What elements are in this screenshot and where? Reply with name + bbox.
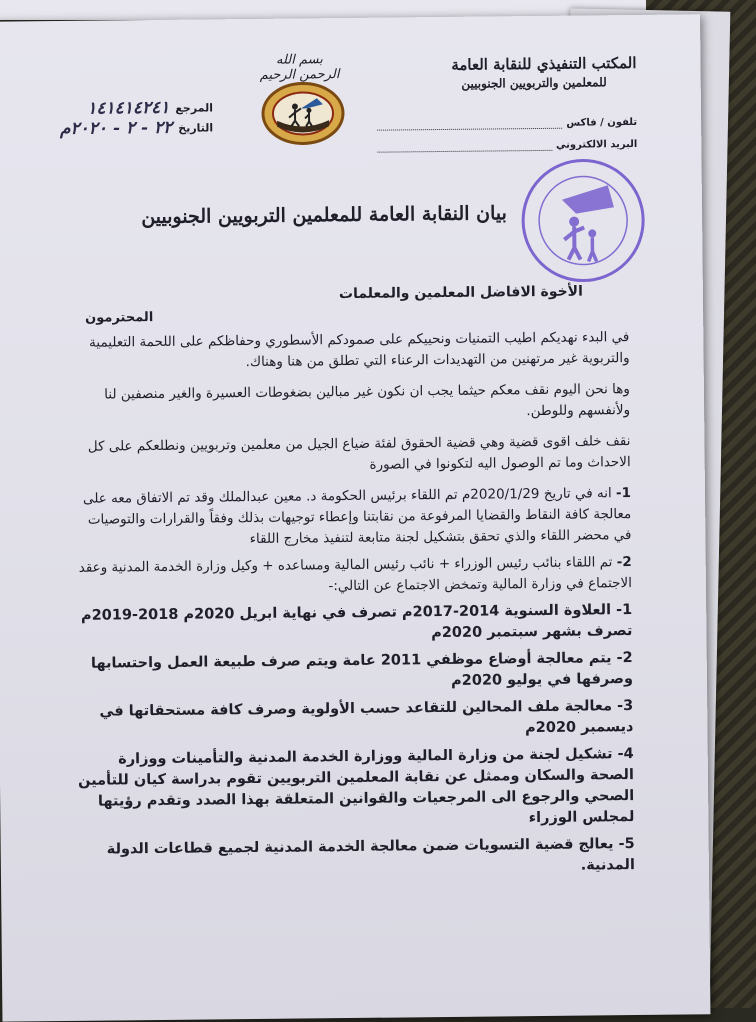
sub-item bbox=[73, 648, 633, 696]
sub-item-number: 5- bbox=[618, 836, 635, 853]
item-number: 1- bbox=[615, 485, 632, 502]
letterhead-org bbox=[451, 53, 637, 93]
sub-item bbox=[75, 834, 635, 882]
email-label: البريد الالكتروني bbox=[555, 138, 638, 151]
phone-row bbox=[377, 111, 637, 136]
phone-label: تلفون / فاكس bbox=[566, 116, 638, 129]
letter-body bbox=[69, 327, 635, 888]
org-title: المكتب التنفيذي للنقابة العامة bbox=[451, 53, 637, 74]
letter-paper bbox=[0, 14, 710, 1021]
sub-item-text: تشكيل لجنة من وزارة المالية ووزارة الخدمة المدنية والتأمينات ووزارة الصحة والسكان وممثل عن نقابة المعلمين التربويين تقوم بدراسة كيان للتأمين الصحي والرجوع الى المرجعيات والقوانين المتعلقة بهذا الصدد وتقدم رؤيتها لمجلس الوزراء bbox=[78, 746, 635, 827]
item-text: تم اللقاء بنائب رئيس الوزراء + نائب رئيس المالية ومساعده + وكيل وزارة الخدمة المدنية وعقد الاجتماع في وزارة المالية وتمخض الاجتماع عن التالي:- bbox=[78, 554, 633, 595]
salutation: الأخوة الافاضل المعلمين والمعلمات bbox=[338, 283, 583, 303]
date-value: ٢٢ - ٢ - ٢٠٢٠م bbox=[59, 117, 173, 140]
bismillah: بسم الله الرحمن الرحيم bbox=[259, 52, 340, 83]
sub-item bbox=[72, 600, 632, 648]
stance-paragraph: وها نحن اليوم نقف معكم حيثما يجب ان نكون غير مبالين بضغوطات العسيرة والغير منصفين لنا ولأنفسهم وللوطن. bbox=[104, 381, 631, 420]
union-logo bbox=[261, 80, 346, 147]
cause-paragraph: نقف خلف اقوى قضية وهي قضية الحقوق لفئة ضياع الجيل من معلمين وتربويين ونطلعكم على كل الاحداث وما تم الوصول اليه لتكونوا في الصورة bbox=[87, 433, 631, 473]
statement-title: بيان النقابة العامة للمعلمين التربويين الجنوبيين bbox=[141, 202, 507, 229]
email-row bbox=[377, 133, 637, 158]
ref-value: ١٤١٤١٤٢٤١ bbox=[87, 97, 170, 119]
sub-item-text: يعالج قضية التسويات ضمن معالجة الخدمة المدنية لجميع قطاعات الدولة المدنية. bbox=[106, 836, 635, 874]
list-item bbox=[71, 483, 632, 552]
item-number: 2- bbox=[616, 554, 632, 571]
ref-row bbox=[53, 97, 213, 119]
date-row bbox=[53, 117, 213, 139]
contact-lines bbox=[377, 111, 637, 158]
sub-item-number: 1- bbox=[616, 602, 633, 619]
sub-item-number: 4- bbox=[617, 746, 634, 763]
union-stamp bbox=[517, 155, 648, 286]
sub-item-number: 2- bbox=[616, 650, 633, 667]
phone-rule bbox=[377, 117, 562, 130]
ref-label: المرجع bbox=[175, 100, 213, 115]
org-subtitle: للمعلمين والتربويين الجنوبيين bbox=[461, 75, 607, 91]
intro-paragraph: في البدء نهديكم اطيب التمنيات ونحييكم على صمودكم الأسطوري وحفاظكم على اللحمة التعليمية والتربوية غير مرتهنين من التهديدات الرعناء التي تطلق من هنا وهناك. bbox=[89, 329, 630, 371]
email-rule bbox=[377, 139, 552, 152]
sub-item bbox=[74, 744, 635, 834]
date-label: التاريخ bbox=[178, 120, 214, 135]
sub-item-text: معالجة ملف المحالين للتقاعد حسب الأولوية وصرف كافة مستحقاتها في ديسمبر 2020م bbox=[99, 698, 634, 737]
sub-item-text: العلاوة السنوية 2014-2017م تصرف في نهاية ابريل 2020م 2018-2019م تصرف بشهر سبتمبر 2020م bbox=[80, 602, 633, 642]
list-item bbox=[72, 552, 632, 600]
reference-block bbox=[53, 97, 213, 139]
sub-item-number: 3- bbox=[617, 698, 634, 715]
sub-item-text: يتم معالجة أوضاع موظفي 2011 عامة ويتم صرف طبيعة العمل واحتسابها وصرفها في يوليو 2020م bbox=[90, 650, 634, 689]
item-text: انه في تاريخ 2020/1/29م تم اللقاء برئيس الحكومة د. معين عبدالملك وقد تم الاتفاق معه على معالجة كافة النقاط والقضايا المرفوعة من نقابتنا وإعطاء توجيهات بذلك وفقاً والقرارات والتوصيات في محضر اللقاء والذي تحقق بتشكيل لجنة متابعة لتنفيذ مخارج اللقاء bbox=[82, 485, 632, 548]
respected-label: المحترمون bbox=[85, 310, 154, 326]
sub-item bbox=[73, 696, 633, 744]
